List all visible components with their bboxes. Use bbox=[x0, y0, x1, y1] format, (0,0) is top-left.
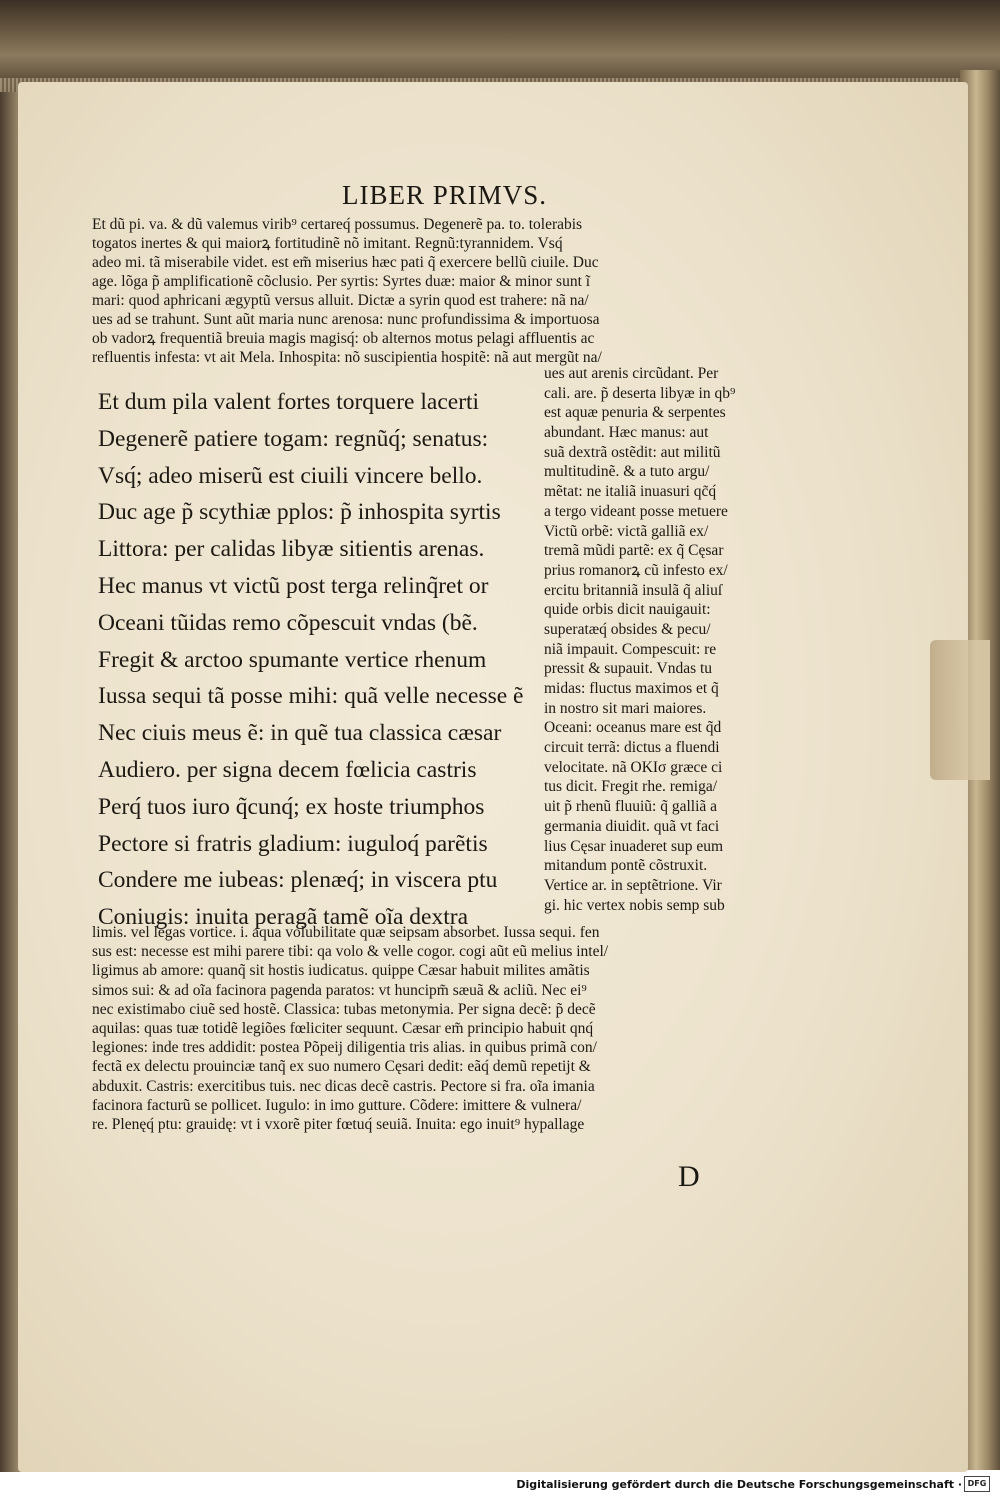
verse-line: Et dum pila valent fortes torquere lacerti bbox=[98, 389, 480, 415]
side-commentary-line: tus dicit. Fregit rhe. remiga/ bbox=[544, 778, 718, 796]
commentary-line: adeo mi. tã miserabile videt. est em̃ miserius hæc pati q̃ exercere bellũ ciuile. Duc bbox=[92, 254, 599, 271]
page-header: LIBER PRIMVS. bbox=[342, 180, 548, 210]
commentary-line: abduxit. Castris: exercitibus tuis. nec dicas decẽ castris. Pectore si fra. oĩa imania bbox=[92, 1077, 595, 1095]
commentary-line: facinora facturũ se pollicet. Iugulo: in imo gutture. Cõdere: imittere & vulnera/ bbox=[92, 1096, 582, 1114]
side-commentary-line: superatæq́ obsides & pecu/ bbox=[544, 620, 711, 638]
verse-line: Nec ciuis meus ẽ: in quẽ tua classica cæsar bbox=[98, 720, 502, 747]
commentary-line: ues ad se trahunt. Sunt aũt maria nunc arenosa: nunc profundissima & importuosa bbox=[92, 311, 600, 328]
dfg-logo: DFG bbox=[964, 1476, 990, 1492]
verse-line: Oceani tũidas remo cõpescuit vndas (bẽ. bbox=[98, 609, 478, 636]
signature-mark: D bbox=[678, 1160, 700, 1193]
side-commentary-line: ues aut arenis circũdant. Per bbox=[544, 365, 719, 382]
side-commentary-line: cali. are. p̃ deserta libyæ in qb⁹ bbox=[544, 384, 736, 402]
commentary-line: simos sui: & ad oĩa facinora pagenda paratos: vt huncipm̃ sæuã & acliũ. Nec ei⁹ bbox=[92, 981, 587, 999]
side-commentary-line: abundant. Hæc manus: aut bbox=[544, 424, 709, 442]
bottom-commentary-block bbox=[92, 923, 812, 1134]
verse-line: Duc age p̃ scythiæ pplos: p̃ inhospita syrtis bbox=[98, 499, 501, 526]
commentary-line: mari: quod aphricani ægyptũ versus alluit. Dictæ a syrin quod est trahere: nã na/ bbox=[92, 292, 589, 309]
commentary-line: age. lõga p̃ amplificationẽ cõclusio. Per syrtis: Syrtes duæ: maior & minor sunt ĩ bbox=[92, 273, 591, 290]
verse-line: Littora: per calidas libyæ sitientis arenas. bbox=[98, 536, 485, 563]
side-commentary-line: Oceani: oceanus mare est q̃d bbox=[544, 719, 722, 737]
side-commentary-line: ercitu britanniã insulã q̃ aliuſ bbox=[544, 581, 723, 599]
verse-line: Hec manus vt victũ post terga relinq̃ret or bbox=[98, 572, 489, 599]
page-clip bbox=[930, 640, 990, 780]
side-commentary-line: uit p̃ rhenũ fluuiũ: q̃ galliã a bbox=[544, 798, 718, 816]
side-commentary-line: niã impauit. Compescuit: re bbox=[544, 640, 717, 658]
side-commentary-line: midas: fluctus maximos et q̃ bbox=[544, 680, 719, 697]
book-top-edge bbox=[0, 0, 1000, 92]
side-commentary-line: Victũ orbẽ: victã galliã ex/ bbox=[544, 522, 709, 540]
side-commentary-line: suã dextrã ostẽdit: aut militũ bbox=[544, 443, 721, 461]
commentary-line: sus est: necesse est mihi parere tibi: qa volo & velle cogor. cogi aũt eũ melius intel/ bbox=[92, 943, 609, 961]
side-commentary-line: pressit & supauit. Vndas tu bbox=[544, 660, 713, 678]
side-commentary-line: est aquæ penuria & serpentes bbox=[544, 404, 726, 422]
side-commentary-line: mẽtat: ne italiã inuasuri qc̃q́ bbox=[544, 483, 717, 501]
side-commentary-line: tremã mũdi partẽ: ex q̃ Cęsar bbox=[544, 542, 724, 560]
side-commentary-line: germania diuidit. quã vt faci bbox=[544, 817, 720, 835]
commentary-line: fectã ex delectu prouinciæ tanq̃ ex suo numero Cęsari dedit: eãq́ demũ repetijt & bbox=[92, 1058, 591, 1076]
verse-line: Pectore si fratris gladium: iuguloq́ parẽtis bbox=[98, 830, 488, 857]
verse-line: Perq́ tuos iuro q̃cunq́; ex hoste triumphos bbox=[98, 793, 485, 820]
commentary-line: legiones: inde tres addidit: postea Põpeij diligentia tris alias. in quibus primã con/ bbox=[92, 1039, 597, 1057]
verse-line: Condere me iubeas: plenæq́; in viscera ptu bbox=[98, 867, 498, 894]
commentary-line: ligimus ab amore: quanq̃ sit hostis iudicatus. quippe Cæsar habuit milites amãtis bbox=[92, 962, 590, 980]
top-commentary-block bbox=[92, 215, 812, 367]
side-commentary-line: mitandum pontẽ cõstruxit. bbox=[544, 857, 708, 875]
side-commentary-line: a tergo videant posse metuere bbox=[544, 502, 728, 520]
commentary-line: aquilas: quas tuæ totidẽ legiões fœliciter sequunt. Cæsar em̃ principio habuit qnq́ bbox=[92, 1019, 594, 1037]
side-commentary-block bbox=[544, 364, 814, 915]
side-commentary-line: quide orbis dicit nauigauit: bbox=[544, 601, 711, 619]
commentary-line: refluentis infesta: vt ait Mela. Inhospita: nõ suscipientia hospitẽ: nã aut mergũt na/ bbox=[92, 349, 602, 366]
side-commentary-line: in nostro sit mari maiores. bbox=[544, 699, 707, 717]
commentary-line: limis. vel legas vortice. i. aqua volubilitate quæ seipsam absorbet. Iussa sequi. fen bbox=[92, 924, 600, 941]
commentary-line: Et dũ pi. va. & dũ valemus virib⁹ certareq́ possumus. Degenerẽ pa. to. tolerabis bbox=[92, 216, 583, 233]
verse-line: Iussa sequi tã posse mihi: quã velle necesse ẽ bbox=[98, 683, 524, 710]
side-commentary-line: lius Cęsar inuaderet sup eum bbox=[544, 837, 724, 855]
commentary-line: togatos inertes & qui maiorꝝ fortitudinẽ nõ imitant. Regnũ:tyrannidem. Vsq́ bbox=[92, 235, 563, 252]
side-commentary-line: multitudinẽ. & a tuto argu/ bbox=[544, 463, 710, 481]
side-commentary-line: velocitate. nã ΟΚΙσ græce ci bbox=[544, 758, 723, 776]
side-commentary-line: Vertice ar. in septẽtrione. Vir bbox=[544, 876, 722, 894]
verse-line: Audiero. per signa decem fœlicia castris bbox=[98, 756, 477, 783]
digitization-credit: Digitalisierung gefördert durch die Deutsche Forschungsgemeinschaft · bbox=[516, 1478, 962, 1491]
verse-line: Degenerẽ patiere togam: regnũq́; senatus: bbox=[98, 425, 489, 452]
verse-line: Fregit & arctoo spumante vertice rhenum bbox=[98, 646, 487, 673]
commentary-line: nec existimabo ciuẽ sed hostẽ. Classica: tubas metonymia. Per signa decẽ: p̃ decẽ bbox=[92, 1000, 596, 1018]
commentary-line: ob vadorꝝ frequentiã breuia magis magisq́: ob alternos motus pelagi affluentis ac bbox=[92, 330, 595, 347]
side-commentary-line: prius romanorꝝ cũ infesto ex/ bbox=[544, 561, 728, 579]
side-commentary-line: gi. hic vertex nobis semp sub bbox=[544, 896, 725, 914]
verse-line: Coniugis: inuita peragã tamẽ oĩa dextra bbox=[98, 904, 469, 931]
verse-line: Vsq́; adeo miserũ est ciuili vincere bello. bbox=[98, 462, 483, 489]
verse-block bbox=[98, 384, 553, 936]
side-commentary-line: circuit terrã: dictus a fluendi bbox=[544, 739, 720, 757]
commentary-line: re. Plenęq́ ptu: grauidę: vt i vxorẽ piter fœtuq́ seuiã. Inuita: ego inuit⁹ hypallage bbox=[92, 1115, 585, 1133]
